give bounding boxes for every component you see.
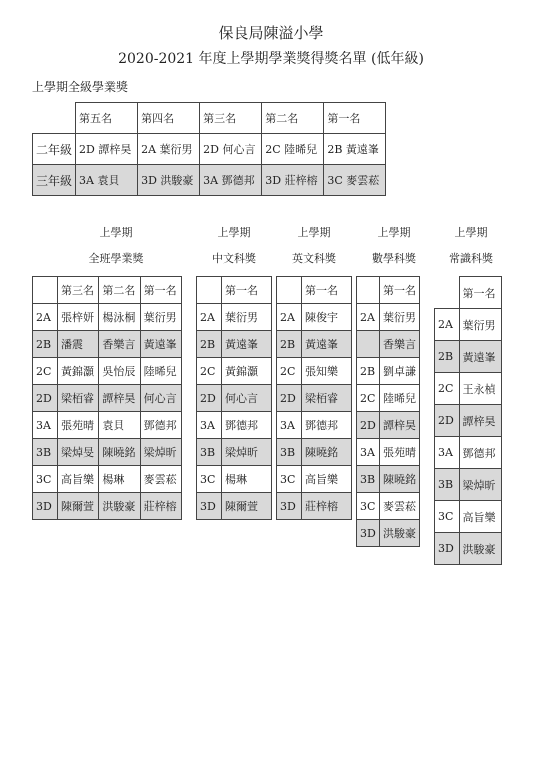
table-cell: 3A 袁貝 <box>76 165 138 196</box>
table-row <box>197 439 272 466</box>
table-header-row <box>33 103 386 134</box>
table-row <box>277 493 352 520</box>
table-row <box>435 501 502 533</box>
table-cell: 香樂言 <box>99 331 140 358</box>
empty-corner <box>33 103 76 134</box>
table-cell: 3A 鄧德邦 <box>200 165 262 196</box>
table-row <box>33 493 182 520</box>
table-cell: 葉衍男 <box>380 304 420 331</box>
table-cell: 葉衍男 <box>222 304 272 331</box>
class-label: 3B <box>197 439 222 466</box>
table-row <box>197 385 272 412</box>
class-label: 3A <box>197 412 222 439</box>
class-label: 3B <box>435 469 460 501</box>
table-cell: 梁焯旻 <box>58 439 99 466</box>
table-cell: 莊梓榕 <box>302 493 352 520</box>
table-row <box>357 493 420 520</box>
table-row <box>357 331 420 358</box>
table-cell: 張知樂 <box>302 358 352 385</box>
table-cell: 譚梓昊 <box>380 412 420 439</box>
table-cell: 麥雲菘 <box>380 493 420 520</box>
table-row <box>435 405 502 437</box>
empty-corner <box>277 277 302 304</box>
table-cell: 楊琳 <box>222 466 272 493</box>
table-row <box>277 412 352 439</box>
class-label <box>357 331 380 358</box>
class-label: 2D <box>357 412 380 439</box>
class-label: 2A <box>33 304 58 331</box>
table-row <box>277 331 352 358</box>
table-cell: 張苑晴 <box>58 412 99 439</box>
class-label: 3A <box>33 412 58 439</box>
table-cell: 譚梓昊 <box>459 405 502 437</box>
class-label: 3C <box>357 493 380 520</box>
table-row <box>197 331 272 358</box>
table-row <box>357 466 420 493</box>
class-label: 2C <box>33 358 58 385</box>
table-cell: 3D 洪駿豪 <box>138 165 200 196</box>
class-label: 3D <box>435 533 460 565</box>
header-cell: 第一名 <box>140 277 181 304</box>
table-cell: 陳爾萱 <box>222 493 272 520</box>
class-label: 3A <box>277 412 302 439</box>
table-header-row <box>33 277 182 304</box>
class-label: 3A <box>435 437 460 469</box>
empty-corner <box>357 277 380 304</box>
math-header-sub: 數學科獎 <box>372 252 416 265</box>
math-header-top: 上學期 <box>377 226 411 239</box>
general-header-top: 上學期 <box>454 226 488 239</box>
class-label: 3B <box>357 466 380 493</box>
class-label: 2D <box>197 385 222 412</box>
table-cell: 黃錦灝 <box>222 358 272 385</box>
table-row <box>277 439 352 466</box>
table-row <box>357 520 420 547</box>
class-label: 2C <box>277 358 302 385</box>
table-cell: 楊泳桐 <box>99 304 140 331</box>
table-cell: 張苑晴 <box>380 439 420 466</box>
table-cell: 劉卓謙 <box>380 358 420 385</box>
table-row <box>33 358 182 385</box>
table-row <box>357 412 420 439</box>
document-title: 2020-2021 年度上學期學業獎得獎名單 (低年級) <box>118 51 424 67</box>
table-cell: 2D 譚梓昊 <box>76 134 138 165</box>
general-header-sub: 常識科獎 <box>449 252 493 265</box>
table-cell: 洪駿豪 <box>99 493 140 520</box>
table-cell: 鄧德邦 <box>140 412 181 439</box>
table-header-row <box>357 277 420 304</box>
class-award-table <box>32 276 182 520</box>
section-title: 上學期全級學業獎 <box>32 80 129 94</box>
grade-award-table <box>32 102 386 196</box>
class-label: 2B <box>277 331 302 358</box>
table-row <box>435 309 502 341</box>
table-row <box>33 439 182 466</box>
class-label: 3C <box>33 466 58 493</box>
table-cell: 陸晞兒 <box>380 385 420 412</box>
table-cell: 王永楨 <box>459 373 502 405</box>
class-label: 3B <box>277 439 302 466</box>
chinese-header-sub: 中文科獎 <box>212 252 256 265</box>
table-cell: 高旨樂 <box>58 466 99 493</box>
table-row <box>357 358 420 385</box>
table-cell: 葉衍男 <box>140 304 181 331</box>
table-cell: 梁焯昕 <box>140 439 181 466</box>
table-row <box>435 437 502 469</box>
table-cell: 2C 陸晞兒 <box>262 134 324 165</box>
table-row <box>435 533 502 565</box>
class-label: 3D <box>277 493 302 520</box>
table-row <box>357 304 420 331</box>
class-label: 2B <box>435 341 460 373</box>
class-label: 2B <box>197 331 222 358</box>
table-header-row <box>277 277 352 304</box>
class-label: 2C <box>435 373 460 405</box>
chinese-header-top: 上學期 <box>217 226 251 239</box>
empty-corner <box>435 277 460 309</box>
table-row <box>435 469 502 501</box>
table-cell: 黃錦灝 <box>58 358 99 385</box>
table-cell: 袁貝 <box>99 412 140 439</box>
table-cell: 鄧德邦 <box>222 412 272 439</box>
table-row <box>197 304 272 331</box>
class-label: 3B <box>33 439 58 466</box>
table-row <box>435 373 502 405</box>
table-row <box>33 134 386 165</box>
table-header-row <box>435 277 502 309</box>
table-cell: 莊梓榕 <box>140 493 181 520</box>
table-row <box>33 385 182 412</box>
table-cell: 陸晞兒 <box>140 358 181 385</box>
class-label: 2D <box>33 385 58 412</box>
table-cell: 3D 莊梓榕 <box>262 165 324 196</box>
general-award-table <box>434 276 502 565</box>
table-row <box>33 466 182 493</box>
table-cell: 3C 麥雲菘 <box>324 165 386 196</box>
class-label: 2B <box>33 331 58 358</box>
header-cell: 第二名 <box>99 277 140 304</box>
header-cell: 第四名 <box>138 103 200 134</box>
table-cell: 葉衍男 <box>459 309 502 341</box>
table-cell: 2D 何心言 <box>200 134 262 165</box>
table-cell: 陳爾萱 <box>58 493 99 520</box>
header-cell: 第二名 <box>262 103 324 134</box>
table-cell: 2B 黃遠峯 <box>324 134 386 165</box>
table-cell: 梁焯昕 <box>222 439 272 466</box>
class-label: 2A <box>435 309 460 341</box>
table-row <box>197 493 272 520</box>
table-cell: 陳俊宇 <box>302 304 352 331</box>
table-row <box>357 385 420 412</box>
math-award-table <box>356 276 420 547</box>
table-row <box>197 358 272 385</box>
header-cell: 第一名 <box>380 277 420 304</box>
table-cell: 吳怡辰 <box>99 358 140 385</box>
table-cell: 何心言 <box>222 385 272 412</box>
table-cell: 譚梓昊 <box>99 385 140 412</box>
table-cell: 鄧德邦 <box>459 437 502 469</box>
table-cell: 黃遠峯 <box>222 331 272 358</box>
table-cell: 黃遠峯 <box>459 341 502 373</box>
class-label: 3C <box>277 466 302 493</box>
table-cell: 張梓妍 <box>58 304 99 331</box>
header-cell: 第一名 <box>222 277 272 304</box>
english-header-top: 上學期 <box>297 226 331 239</box>
table-row <box>277 358 352 385</box>
table-row <box>277 304 352 331</box>
table-cell: 梁焯昕 <box>459 469 502 501</box>
class-label: 3A <box>357 439 380 466</box>
chinese-award-table <box>196 276 272 520</box>
class-label: 2C <box>197 358 222 385</box>
empty-corner <box>33 277 58 304</box>
class-label: 2B <box>357 358 380 385</box>
table-cell: 黃遠峯 <box>140 331 181 358</box>
class-label: 2D <box>435 405 460 437</box>
english-header-sub: 英文科獎 <box>292 252 336 265</box>
table-row <box>33 412 182 439</box>
school-name: 保良局陳溢小學 <box>218 24 324 42</box>
class-award-header-top: 上學期 <box>99 226 133 239</box>
table-cell: 楊琳 <box>99 466 140 493</box>
table-cell: 洪駿豪 <box>380 520 420 547</box>
table-cell: 香樂言 <box>380 331 420 358</box>
table-cell: 潘震 <box>58 331 99 358</box>
header-cell: 第五名 <box>76 103 138 134</box>
table-header-row <box>197 277 272 304</box>
table-row <box>277 466 352 493</box>
table-cell: 高旨樂 <box>459 501 502 533</box>
class-label: 3D <box>33 493 58 520</box>
table-cell: 陳曉銘 <box>99 439 140 466</box>
header-cell: 第三名 <box>58 277 99 304</box>
table-cell: 洪駿豪 <box>459 533 502 565</box>
class-label: 3D <box>197 493 222 520</box>
table-cell: 2A 葉衍男 <box>138 134 200 165</box>
header-cell: 第一名 <box>324 103 386 134</box>
header-cell: 第一名 <box>302 277 352 304</box>
class-label: 2A <box>357 304 380 331</box>
table-row <box>33 165 386 196</box>
table-cell: 黃遠峯 <box>302 331 352 358</box>
table-row <box>197 466 272 493</box>
table-cell: 何心言 <box>140 385 181 412</box>
empty-corner <box>197 277 222 304</box>
class-label: 3C <box>435 501 460 533</box>
table-row <box>277 385 352 412</box>
table-cell: 高旨樂 <box>302 466 352 493</box>
table-cell: 梁栢睿 <box>302 385 352 412</box>
table-row <box>33 331 182 358</box>
table-row <box>33 304 182 331</box>
class-award-header-sub: 全班學業獎 <box>88 252 144 265</box>
table-cell: 陳曉銘 <box>302 439 352 466</box>
class-label: 3C <box>197 466 222 493</box>
table-cell: 梁栢睿 <box>58 385 99 412</box>
header-cell: 第三名 <box>200 103 262 134</box>
table-row <box>357 439 420 466</box>
class-label: 3D <box>357 520 380 547</box>
grade-label: 三年級 <box>33 165 76 196</box>
table-row <box>197 412 272 439</box>
table-cell: 鄧德邦 <box>302 412 352 439</box>
table-cell: 麥雲菘 <box>140 466 181 493</box>
table-row <box>435 341 502 373</box>
english-award-table <box>276 276 352 520</box>
header-cell: 第一名 <box>459 277 502 309</box>
class-label: 2C <box>357 385 380 412</box>
grade-label: 二年級 <box>33 134 76 165</box>
class-label: 2A <box>197 304 222 331</box>
class-label: 2A <box>277 304 302 331</box>
class-label: 2D <box>277 385 302 412</box>
table-cell: 陳曉銘 <box>380 466 420 493</box>
